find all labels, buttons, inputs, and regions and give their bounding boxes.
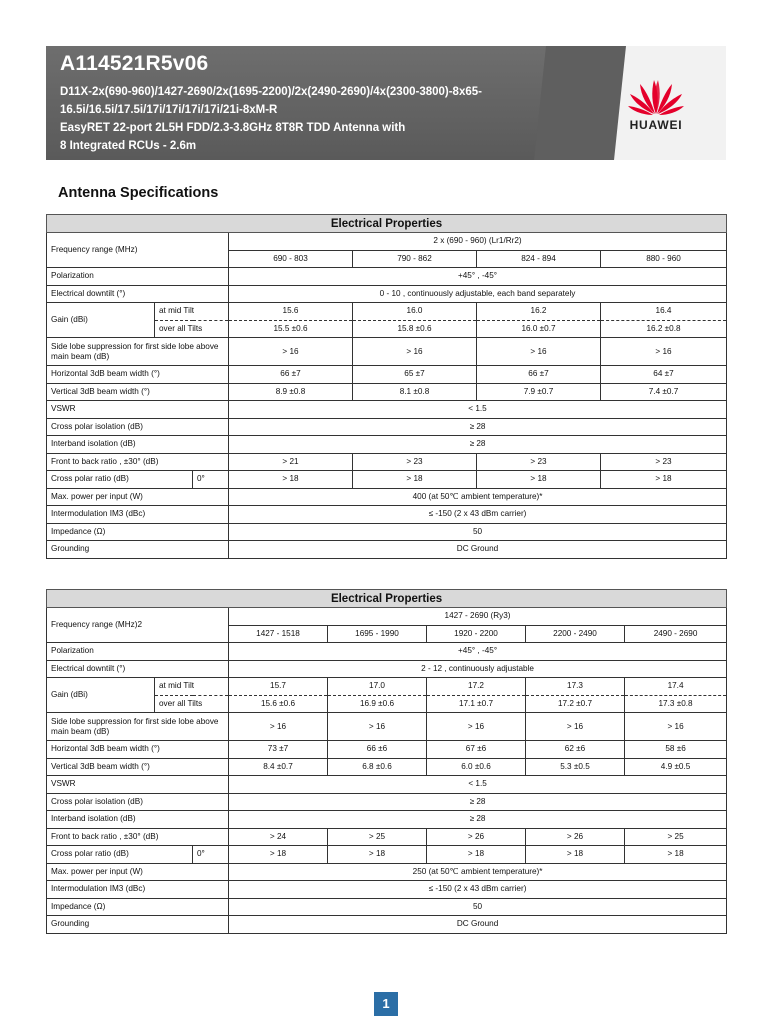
impedance-value: 50	[229, 898, 727, 916]
description-line: 8 Integrated RCUs - 2.6m	[60, 140, 197, 152]
grounding-value: DC Ground	[229, 541, 727, 559]
model-description	[60, 83, 580, 155]
vbw-value: 7.4 ±0.7	[601, 383, 727, 401]
sidelobe-value: > 16	[477, 338, 601, 366]
sidelobe-value: > 16	[625, 713, 727, 741]
cross-polar-ratio-value: > 18	[526, 846, 625, 864]
electrical-properties-table-1	[46, 214, 727, 559]
gain-mid-value: 15.6	[229, 303, 353, 321]
hbw-value: 62 ±6	[526, 741, 625, 759]
vbw-value: 4.9 ±0.5	[625, 758, 727, 776]
front-to-back-value: > 24	[229, 828, 328, 846]
hbw-label: Horizontal 3dB beam width (°)	[47, 741, 229, 759]
cross-polar-ratio-value: > 18	[229, 846, 328, 864]
cross-polar-ratio-value: > 18	[328, 846, 427, 864]
hbw-label: Horizontal 3dB beam width (°)	[47, 366, 229, 384]
polarization-value: +45° , -45°	[229, 268, 727, 286]
sidelobe-value: > 16	[601, 338, 727, 366]
model-number: A114521R5v06	[60, 52, 209, 75]
cross-polar-isolation-label: Cross polar isolation (dB)	[47, 418, 229, 436]
intermodulation-value: ≤ -150 (2 x 43 dBm carrier)	[229, 881, 727, 899]
hbw-value: 66 ±7	[229, 366, 353, 384]
cross-polar-ratio-value: > 18	[427, 846, 526, 864]
description-line: D11X-2x(690-960)/1427-2690/2x(1695-2200)/2x(2490-2690)/4x(2300-3800)-8x65-	[60, 86, 482, 98]
vbw-value: 6.8 ±0.6	[328, 758, 427, 776]
band-cell: 880 - 960	[601, 250, 727, 268]
hbw-value: 66 ±7	[477, 366, 601, 384]
intermodulation-value: ≤ -150 (2 x 43 dBm carrier)	[229, 506, 727, 524]
front-to-back-label: Front to back ratio , ±30° (dB)	[47, 828, 229, 846]
vbw-label: Vertical 3dB beam width (°)	[47, 383, 229, 401]
cross-polar-ratio-label: Cross polar ratio (dB)	[47, 471, 193, 489]
vswr-value: < 1.5	[229, 776, 727, 794]
front-to-back-value: > 25	[328, 828, 427, 846]
band-cell: 824 - 894	[477, 250, 601, 268]
description-line: 16.5i/16.5i/17.5i/17i/17i/17i/17i/21i-8xM-R	[60, 104, 278, 116]
gain-all-value: 16.2 ±0.8	[601, 320, 727, 338]
front-to-back-value: > 23	[477, 453, 601, 471]
vbw-label: Vertical 3dB beam width (°)	[47, 758, 229, 776]
gain-mid-value: 16.0	[353, 303, 477, 321]
gain-mid-value: 17.2	[427, 678, 526, 696]
intermodulation-label: Intermodulation IM3 (dBc)	[47, 506, 229, 524]
vswr-value: < 1.5	[229, 401, 727, 419]
cross-polar-isolation-value: ≥ 28	[229, 793, 727, 811]
cross-polar-ratio-angle: 0°	[193, 471, 229, 489]
gain-all-value: 15.6 ±0.6	[229, 695, 328, 713]
sidelobe-value: > 16	[229, 713, 328, 741]
vbw-value: 8.1 ±0.8	[353, 383, 477, 401]
gain-all-value: 16.0 ±0.7	[477, 320, 601, 338]
vbw-value: 8.9 ±0.8	[229, 383, 353, 401]
band-cell: 690 - 803	[229, 250, 353, 268]
impedance-value: 50	[229, 523, 727, 541]
vbw-value: 6.0 ±0.6	[427, 758, 526, 776]
band-cell: 1695 - 1990	[328, 625, 427, 643]
gain-mid-label: at mid Tilt	[155, 303, 229, 321]
gain-all-value: 16.9 ±0.6	[328, 695, 427, 713]
page-number: 1	[374, 992, 398, 1016]
cross-polar-ratio-angle: 0°	[193, 846, 229, 864]
frequency-band: 1427 - 2690 (Ry3)	[229, 608, 727, 626]
huawei-logo	[616, 76, 696, 140]
frequency-range-label: Frequency range (MHz)2	[47, 608, 229, 643]
front-to-back-label: Front to back ratio , ±30° (dB)	[47, 453, 229, 471]
table-heading: Electrical Properties	[47, 215, 727, 233]
grounding-label: Grounding	[47, 916, 229, 934]
front-to-back-value: > 23	[601, 453, 727, 471]
intermodulation-label: Intermodulation IM3 (dBc)	[47, 881, 229, 899]
electrical-properties-table-2	[46, 589, 727, 934]
document-header	[46, 46, 726, 160]
band-cell: 2200 - 2490	[526, 625, 625, 643]
frequency-range-label: Frequency range (MHz)	[47, 233, 229, 268]
band-cell: 790 - 862	[353, 250, 477, 268]
gain-mid-label: at mid Tilt	[155, 678, 229, 696]
polarization-value: +45° , -45°	[229, 643, 727, 661]
band-cell: 2490 - 2690	[625, 625, 727, 643]
description-line: EasyRET 22-port 2L5H FDD/2.3-3.8GHz 8T8R TDD Antenna with	[60, 122, 406, 134]
gain-all-value: 17.1 ±0.7	[427, 695, 526, 713]
hbw-value: 58 ±6	[625, 741, 727, 759]
hbw-value: 67 ±6	[427, 741, 526, 759]
cross-polar-ratio-value: > 18	[601, 471, 727, 489]
band-cell: 1427 - 1518	[229, 625, 328, 643]
polarization-label: Polarization	[47, 268, 229, 286]
gain-label: Gain (dBi)	[47, 303, 155, 338]
vbw-value: 5.3 ±0.5	[526, 758, 625, 776]
cross-polar-isolation-value: ≥ 28	[229, 418, 727, 436]
gain-all-value: 15.8 ±0.6	[353, 320, 477, 338]
grounding-label: Grounding	[47, 541, 229, 559]
polarization-label: Polarization	[47, 643, 229, 661]
cross-polar-ratio-label: Cross polar ratio (dB)	[47, 846, 193, 864]
gain-mid-value: 16.2	[477, 303, 601, 321]
cross-polar-ratio-value: > 18	[353, 471, 477, 489]
sidelobe-value: > 16	[353, 338, 477, 366]
gain-mid-value: 17.4	[625, 678, 727, 696]
gain-all-label: over all Tilts	[155, 695, 229, 713]
hbw-value: 65 ±7	[353, 366, 477, 384]
huawei-petals-icon	[625, 76, 687, 116]
vswr-label: VSWR	[47, 776, 229, 794]
downtilt-label: Electrical downtilt (°)	[47, 660, 229, 678]
grounding-value: DC Ground	[229, 916, 727, 934]
vbw-value: 8.4 ±0.7	[229, 758, 328, 776]
cross-polar-ratio-value: > 18	[229, 471, 353, 489]
frequency-band: 2 x (690 - 960) (Lr1/Rr2)	[229, 233, 727, 251]
hbw-value: 64 ±7	[601, 366, 727, 384]
interband-isolation-value: ≥ 28	[229, 436, 727, 454]
interband-isolation-value: ≥ 28	[229, 811, 727, 829]
front-to-back-value: > 26	[427, 828, 526, 846]
sidelobe-value: > 16	[526, 713, 625, 741]
max-power-value: 400 (at 50℃ ambient temperature)*	[229, 488, 727, 506]
front-to-back-value: > 26	[526, 828, 625, 846]
interband-isolation-label: Interband isolation (dB)	[47, 436, 229, 454]
gain-mid-value: 15.7	[229, 678, 328, 696]
cross-polar-ratio-value: > 18	[625, 846, 727, 864]
front-to-back-value: > 21	[229, 453, 353, 471]
hbw-value: 66 ±6	[328, 741, 427, 759]
sidelobe-label: Side lobe suppression for first side lobe above main beam (dB)	[47, 338, 229, 366]
max-power-value: 250 (at 50℃ ambient temperature)*	[229, 863, 727, 881]
hbw-value: 73 ±7	[229, 741, 328, 759]
front-to-back-value: > 25	[625, 828, 727, 846]
downtilt-label: Electrical downtilt (°)	[47, 285, 229, 303]
downtilt-value: 0 - 10 , continuously adjustable, each band separately	[229, 285, 727, 303]
gain-all-value: 17.2 ±0.7	[526, 695, 625, 713]
gain-all-value: 15.5 ±0.6	[229, 320, 353, 338]
front-to-back-value: > 23	[353, 453, 477, 471]
gain-all-label: over all Tilts	[155, 320, 229, 338]
gain-all-value: 17.3 ±0.8	[625, 695, 727, 713]
brand-name: HUAWEI	[629, 118, 683, 132]
gain-mid-value: 16.4	[601, 303, 727, 321]
gain-label: Gain (dBi)	[47, 678, 155, 713]
max-power-label: Max. power per input (W)	[47, 863, 229, 881]
impedance-label: Impedance (Ω)	[47, 898, 229, 916]
section-title: Antenna Specifications	[58, 185, 219, 201]
interband-isolation-label: Interband isolation (dB)	[47, 811, 229, 829]
table-heading: Electrical Properties	[47, 590, 727, 608]
sidelobe-label: Side lobe suppression for first side lobe above main beam (dB)	[47, 713, 229, 741]
band-cell: 1920 - 2200	[427, 625, 526, 643]
vswr-label: VSWR	[47, 401, 229, 419]
sidelobe-value: > 16	[328, 713, 427, 741]
impedance-label: Impedance (Ω)	[47, 523, 229, 541]
gain-mid-value: 17.0	[328, 678, 427, 696]
vbw-value: 7.9 ±0.7	[477, 383, 601, 401]
downtilt-value: 2 - 12 , continuously adjustable	[229, 660, 727, 678]
cross-polar-isolation-label: Cross polar isolation (dB)	[47, 793, 229, 811]
sidelobe-value: > 16	[427, 713, 526, 741]
cross-polar-ratio-value: > 18	[477, 471, 601, 489]
gain-mid-value: 17.3	[526, 678, 625, 696]
max-power-label: Max. power per input (W)	[47, 488, 229, 506]
sidelobe-value: > 16	[229, 338, 353, 366]
